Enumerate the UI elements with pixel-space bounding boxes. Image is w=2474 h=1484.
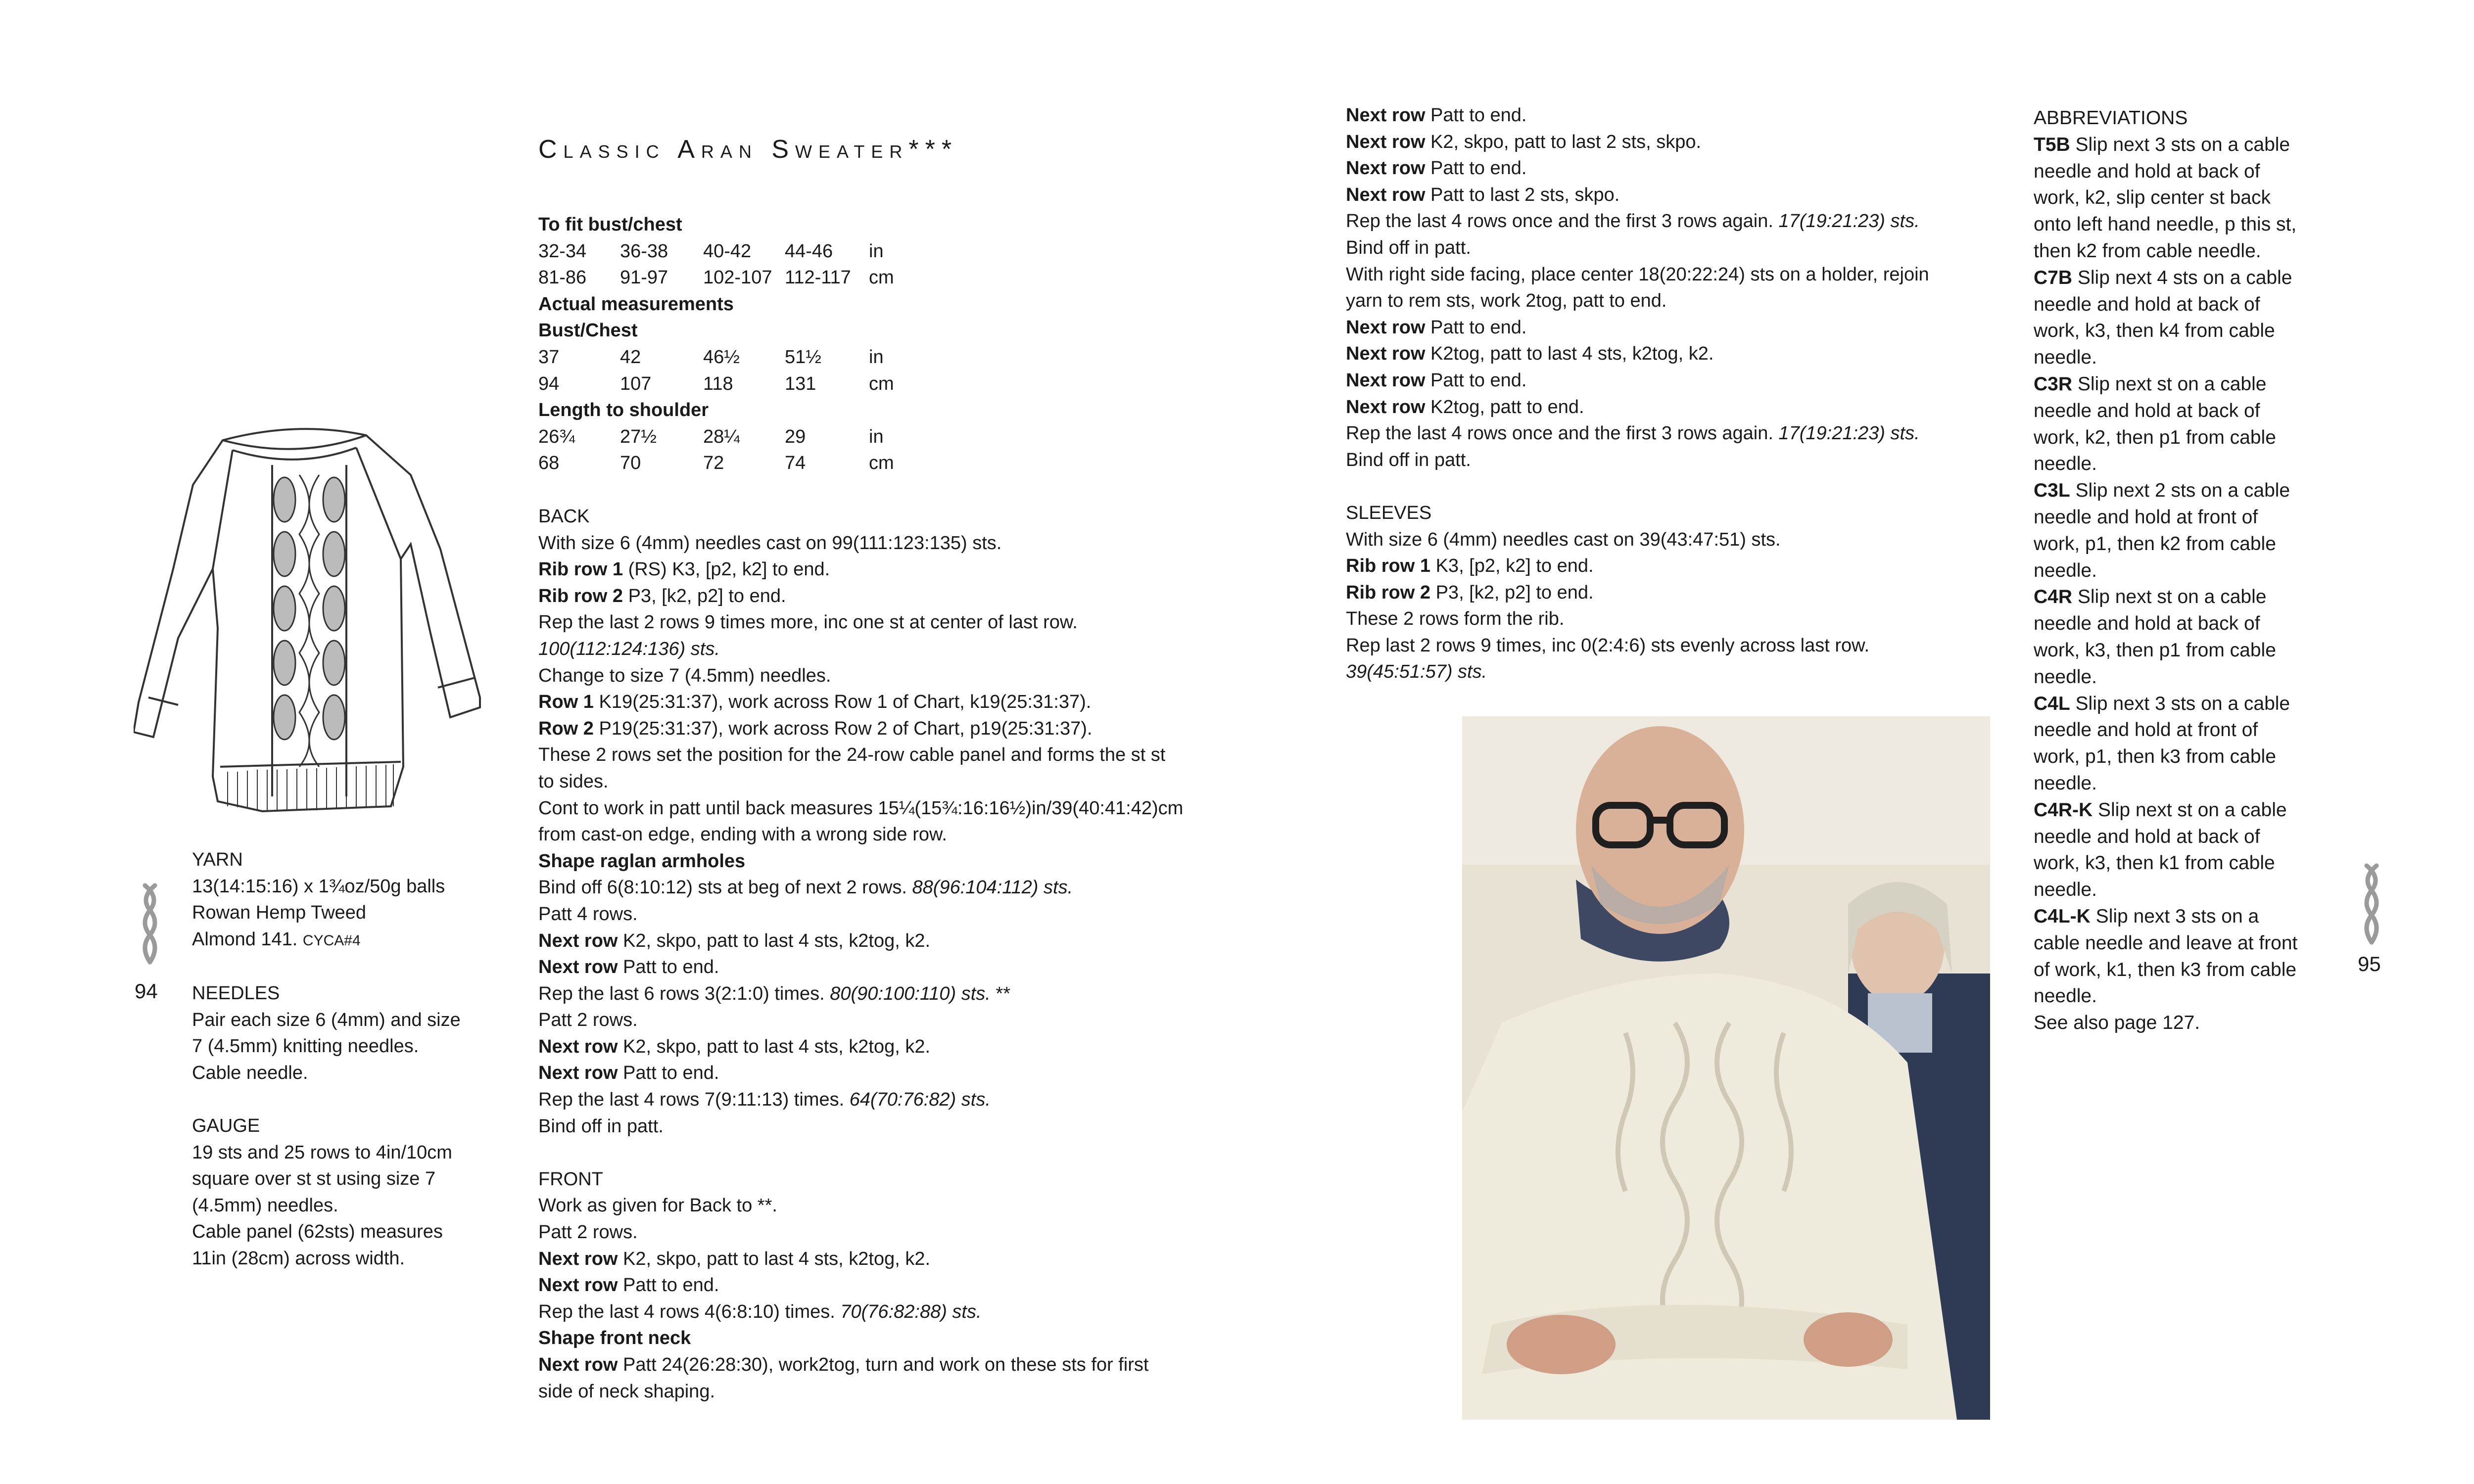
table-row	[538, 424, 894, 451]
instruction-line: Bind off in patt.	[538, 1115, 664, 1137]
table-cell: 94	[538, 373, 560, 394]
abbrev-line: needle and hold at front of	[2034, 506, 2258, 528]
table-cell: 27½	[620, 426, 657, 447]
table-row	[538, 344, 894, 371]
pattern-title: Classic Aran Sweater***	[538, 135, 958, 164]
row-text: K2, skpo, patt to last 4 sts, k2tog, k2.	[618, 1036, 931, 1057]
row-text: Rep the last 4 rows 7(9:11:13) times.	[538, 1089, 850, 1111]
photo-illustration	[1462, 716, 1990, 1420]
row-label: Row 2	[538, 718, 594, 739]
row-text: Rep the last 6 rows 3(2:1:0) times.	[538, 983, 830, 1004]
table-cell: 112-117	[785, 267, 851, 288]
gauge-line: 19 sts and 25 rows to 4in/10cm	[192, 1142, 452, 1163]
table-cell: 44-46	[785, 240, 833, 262]
table-cell: 26¾	[538, 426, 575, 447]
abbrev-term: T5B	[2034, 134, 2070, 155]
table-cell: 51½	[785, 346, 821, 368]
abbrev-line: work, k2, slip center st back	[2034, 187, 2271, 209]
table-cell: in	[869, 426, 884, 447]
gauge-line: square over st st using size 7	[192, 1168, 436, 1190]
abbrev-line: cable needle and leave at front	[2034, 932, 2298, 954]
abbreviations-heading: ABBREVIATIONS	[2034, 107, 2188, 129]
actual-heading: Actual measurements	[538, 293, 734, 315]
row-label: Next row	[538, 1036, 618, 1057]
instruction-line	[538, 1352, 1183, 1379]
spacer	[538, 1140, 1183, 1166]
instruction-line	[1346, 553, 1929, 580]
row-text: Patt to end.	[1425, 105, 1527, 126]
cable-ornament-icon	[2359, 863, 2384, 947]
table-cell: 29	[785, 426, 806, 447]
instruction-line: yarn to rem sts, work 2tog, patt to end.	[1346, 290, 1667, 312]
back-heading: BACK	[538, 506, 590, 527]
abbrev-line: needle and hold at back of	[2034, 400, 2260, 421]
abbrev-line: then k2 from cable needle.	[2034, 240, 2261, 262]
table-cell: 118	[703, 373, 733, 394]
row-text: Patt 24(26:28:30), work2tog, turn and work on these sts for first	[618, 1354, 1149, 1375]
gauge-line: (4.5mm) needles.	[192, 1195, 338, 1216]
table-cell: cm	[869, 453, 894, 474]
abbrev-line	[2034, 903, 2297, 930]
row-text: Patt to end.	[1425, 317, 1527, 338]
row-text: Patt to end.	[618, 957, 719, 978]
instruction-line: from cast-on edge, ending with a wrong side row.	[538, 824, 947, 845]
subheading: Shape front neck	[538, 1328, 691, 1349]
instruction-line: With right side facing, place center 18(20:22:24) sts on a holder, rejoin	[1346, 264, 1929, 285]
bust-table	[538, 344, 894, 397]
spacer	[192, 1086, 461, 1113]
table-row	[538, 265, 894, 291]
gauge-heading: GAUGE	[192, 1115, 260, 1136]
abbrev-line: needle.	[2034, 666, 2097, 688]
table-row	[538, 371, 894, 398]
yarn-weight: CYCA#4	[302, 932, 361, 949]
abbrev-def: Slip next 3 sts on a	[2090, 905, 2259, 927]
row-label: Next row	[1346, 158, 1426, 179]
row-text: K2tog, patt to end.	[1425, 396, 1584, 417]
row-label: Next row	[538, 1275, 618, 1296]
row-text: Patt to end.	[618, 1275, 719, 1296]
abbrev-line: needle and hold at back of	[2034, 160, 2260, 182]
abbrev-term: C3L	[2034, 480, 2070, 502]
table-cell: 42	[620, 346, 641, 368]
instruction-line	[538, 689, 1183, 716]
instruction-line: With size 6 (4mm) needles cast on 99(111:123:135) sts.	[538, 532, 1002, 554]
abbrev-line	[2034, 132, 2297, 158]
row-text: Patt to last 2 sts, skpo.	[1425, 184, 1620, 205]
instruction-line	[1346, 315, 1929, 341]
table-cell: 68	[538, 453, 560, 474]
abbrev-line: needle and hold at back of	[2034, 826, 2260, 847]
table-row	[538, 450, 894, 477]
fit-heading: To fit bust/chest	[538, 214, 682, 235]
table-cell: 36-38	[620, 240, 668, 262]
spacer	[192, 954, 461, 980]
instruction-line	[538, 1246, 1183, 1273]
row-label: Rib row 2	[538, 585, 623, 606]
abbrev-line: needle.	[2034, 985, 2097, 1007]
table-cell: 37	[538, 346, 560, 368]
gauge-line: 11in (28cm) across width.	[192, 1248, 405, 1269]
abbrev-def: Slip next st on a cable	[2072, 373, 2267, 395]
abbrev-line: onto left hand needle, p this st,	[2034, 214, 2297, 235]
instruction-line: Patt 2 rows.	[538, 1010, 638, 1031]
row-text: K19(25:31:37), work across Row 1 of Chart, k19(25:31:37).	[593, 692, 1092, 713]
instruction-line	[538, 583, 1183, 610]
row-text: Rep the last 4 rows once and the first 3 rows again.	[1346, 423, 1779, 444]
sleeves-heading: SLEEVES	[1346, 502, 1432, 523]
abbrev-line	[2034, 477, 2297, 504]
abbrev-term: C4R	[2034, 586, 2073, 608]
row-label: Next row	[1346, 396, 1426, 417]
row-label: Next row	[1346, 370, 1426, 391]
instruction-line: Patt 4 rows.	[538, 903, 638, 925]
front-continued	[1346, 102, 1929, 686]
needles-line: Cable needle.	[192, 1062, 308, 1083]
table-cell: 81-86	[538, 267, 587, 288]
subheading: Shape raglan armholes	[538, 850, 746, 872]
row-label: Rib row 2	[1346, 582, 1431, 603]
needles-line: 7 (4.5mm) knitting needles.	[192, 1036, 419, 1057]
row-label: Rib row 1	[1346, 556, 1431, 577]
row-text: P3, [k2, p2] to end.	[1430, 582, 1594, 603]
instruction-line	[1346, 102, 1929, 129]
table-cell: in	[869, 346, 884, 368]
spacer	[1346, 473, 1929, 500]
instruction-line	[538, 1272, 1183, 1299]
abbrev-def: Slip next st on a cable	[2093, 799, 2287, 821]
abbrev-line: needle.	[2034, 772, 2097, 794]
row-text: Rep the last 4 rows once and the first 3 rows again.	[1346, 211, 1779, 232]
abbrev-line: needle.	[2034, 453, 2097, 475]
row-text: Patt to end.	[618, 1063, 719, 1084]
table-cell: 107	[620, 373, 652, 394]
stitch-count: 64(70:76:82) sts.	[849, 1089, 991, 1111]
bust-heading: Bust/Chest	[538, 320, 638, 341]
abbrev-term: C3R	[2034, 373, 2073, 395]
row-text: K2tog, patt to last 4 sts, k2tog, k2.	[1425, 343, 1714, 365]
table-cell: 32-34	[538, 240, 587, 262]
table-cell: 46½	[703, 346, 740, 368]
yarn-line: 13(14:15:16) x 1¾oz/50g balls	[192, 876, 445, 897]
stitch-count: 80(90:100:110) sts.	[830, 983, 991, 1004]
row-text: K2, skpo, patt to last 2 sts, skpo.	[1425, 131, 1702, 152]
page-number-right: 95	[2358, 952, 2381, 975]
yarn-line	[192, 927, 461, 954]
abbrev-term: C4L	[2034, 693, 2070, 714]
instruction-line: Bind off in patt.	[1346, 237, 1471, 258]
instruction-line	[1346, 208, 1929, 235]
row-text: (RS) K3, [p2, k2] to end.	[623, 559, 830, 580]
table-cell: 91-97	[620, 267, 668, 288]
instruction-line	[538, 981, 1183, 1008]
stitch-count: 39(45:51:57) sts.	[1346, 661, 1487, 683]
row-text: Patt to end.	[1425, 370, 1527, 391]
abbrev-line: work, p1, then k2 from cable	[2034, 533, 2276, 555]
abbrev-line: of work, k1, then k3 from cable	[2034, 959, 2297, 980]
row-label: Next row	[538, 957, 618, 978]
back-instructions	[538, 504, 1183, 1405]
needles-line: Pair each size 6 (4mm) and size	[192, 1009, 461, 1030]
table-cell: 28¼	[703, 426, 740, 447]
table-cell: in	[869, 240, 884, 262]
length-heading: Length to shoulder	[538, 400, 709, 421]
instruction-line	[538, 1060, 1183, 1087]
instruction-line: Bind off in patt.	[1346, 449, 1471, 470]
table-cell: 72	[703, 453, 724, 474]
model-photo	[1462, 716, 1990, 1420]
row-label: Next row	[1346, 343, 1426, 365]
instruction-line	[538, 1299, 1183, 1326]
instruction-line	[538, 928, 1183, 955]
row-text: K3, [p2, k2] to end.	[1430, 556, 1594, 577]
instruction-line: Work as given for Back to **.	[538, 1195, 777, 1216]
abbrev-line	[2034, 371, 2297, 398]
table-row	[538, 238, 894, 265]
abbrev-def: Slip next 4 sts on a cable	[2072, 267, 2292, 288]
needles-heading: NEEDLES	[192, 982, 280, 1004]
instruction-line	[1346, 580, 1929, 606]
instruction-line: Patt 2 rows.	[538, 1222, 638, 1243]
instruction-line	[538, 1034, 1183, 1061]
row-label: Next row	[538, 1063, 618, 1084]
instruction-line	[538, 1087, 1183, 1113]
table-cell: 40-42	[703, 240, 752, 262]
instruction-line	[538, 875, 1183, 901]
instruction-line: to sides.	[538, 771, 609, 792]
stitch-count: 17(19:21:23) sts.	[1778, 423, 1920, 444]
table-cell: 70	[620, 453, 641, 474]
row-text: P19(25:31:37), work across Row 2 of Chart, p19(25:31:37).	[593, 718, 1093, 739]
cable-ornament-icon	[138, 883, 162, 967]
row-label: Next row	[1346, 105, 1426, 126]
abbrev-def: Slip next 3 sts on a cable	[2070, 693, 2290, 714]
row-text: Bind off 6(8:10:12) sts at beg of next 2 rows.	[538, 877, 912, 898]
yarn-heading: YARN	[192, 849, 243, 870]
instruction-line	[1346, 129, 1929, 156]
abbrev-line: needle.	[2034, 559, 2097, 581]
row-label: Row 1	[538, 692, 594, 713]
instruction-line	[538, 954, 1183, 981]
row-text: K2, skpo, patt to last 4 sts, k2tog, k2.	[618, 1248, 931, 1269]
row-text: K2, skpo, patt to last 4 sts, k2tog, k2.	[618, 930, 931, 951]
see-also-text: See also page 127.	[2034, 1012, 2200, 1034]
abbrev-def: Slip next st on a cable	[2072, 586, 2267, 608]
row-text: Patt to end.	[1425, 158, 1527, 179]
instruction-line: Cont to work in patt until back measures 15¼(15¾:16:16½)in/39(40:41:42)cm	[538, 797, 1184, 819]
stitch-count: 100(112:124:136) sts.	[538, 638, 720, 659]
abbreviations-block	[2034, 105, 2297, 1036]
front-heading: FRONT	[538, 1168, 603, 1190]
row-text: P3, [k2, p2] to end.	[623, 585, 786, 606]
instruction-line	[538, 556, 1183, 583]
instruction-line: These 2 rows set the position for the 24-row cable panel and forms the st st	[538, 744, 1166, 766]
abbrev-line: needle and hold at front of	[2034, 719, 2258, 741]
stitch-count: 17(19:21:23) sts.	[1778, 211, 1920, 232]
abbrev-line: work, k3, then k1 from cable	[2034, 852, 2275, 874]
instruction-line	[1346, 420, 1929, 447]
abbrev-term: C7B	[2034, 267, 2073, 288]
abbrev-line	[2034, 584, 2297, 610]
table-cell: cm	[869, 373, 894, 394]
abbrev-line: work, k3, then p1 from cable	[2034, 639, 2276, 661]
sweater-sketch	[134, 420, 490, 836]
instruction-line	[1346, 394, 1929, 421]
abbrev-line: needle and hold at back of	[2034, 613, 2260, 635]
instruction-line: These 2 rows form the rib.	[1346, 608, 1565, 630]
abbrev-line: needle and hold at back of	[2034, 293, 2260, 315]
row-label: Next row	[1346, 131, 1426, 152]
sizes-block	[538, 212, 894, 477]
instruction-line	[538, 716, 1183, 742]
materials-block	[192, 847, 461, 1272]
stitch-count: 88(96:104:112) sts.	[912, 877, 1073, 898]
abbrev-line: work, k2, then p1 from cable	[2034, 426, 2276, 448]
table-cell: 74	[785, 453, 806, 474]
abbrev-line: work, k3, then k4 from cable	[2034, 320, 2275, 342]
length-table	[538, 424, 894, 477]
row-label: Next row	[538, 1248, 618, 1269]
row-label: Next row	[538, 930, 618, 951]
yarn-line: Rowan Hemp Tweed	[192, 902, 367, 924]
abbrev-term: C4R-K	[2034, 799, 2093, 821]
instruction-line: Rep the last 2 rows 9 times more, inc one st at center of last row.	[538, 612, 1078, 633]
abbrev-line	[2034, 797, 2297, 824]
row-label: Rib row 1	[538, 559, 623, 580]
fit-table	[538, 238, 894, 291]
row-label: Next row	[1346, 184, 1426, 205]
row-label: Next row	[1346, 317, 1426, 338]
abbrev-line: needle.	[2034, 347, 2097, 369]
table-cell: cm	[869, 267, 894, 288]
abbrev-def: Slip next 2 sts on a cable	[2070, 480, 2290, 502]
row-text: Rep the last 4 rows 4(6:8:10) times.	[538, 1301, 841, 1322]
abbrev-line	[2034, 691, 2297, 717]
table-cell: 102-107	[703, 267, 772, 288]
table-cell: 131	[785, 373, 816, 394]
instruction-line	[1346, 341, 1929, 368]
page-number-left: 94	[135, 979, 158, 1003]
instruction-line: With size 6 (4mm) needles cast on 39(43:47:51) sts.	[1346, 529, 1781, 550]
gauge-line: Cable panel (62sts) measures	[192, 1221, 443, 1243]
abbrev-line	[2034, 265, 2297, 291]
abbrev-line: needle.	[2034, 879, 2097, 901]
instruction-line: Change to size 7 (4.5mm) needles.	[538, 665, 831, 686]
abbrev-line: work, p1, then k3 from cable	[2034, 746, 2276, 768]
yarn-color: Almond 141.	[192, 928, 303, 950]
instruction-line: side of neck shaping.	[538, 1381, 715, 1402]
abbrev-def: Slip next 3 sts on a cable	[2070, 134, 2290, 155]
row-text: **	[990, 983, 1011, 1004]
row-label: Next row	[538, 1354, 618, 1375]
stitch-count: 70(76:82:88) sts.	[840, 1301, 982, 1322]
instruction-line	[1346, 155, 1929, 182]
instruction-line	[1346, 182, 1929, 209]
instruction-line: Rep last 2 rows 9 times, inc 0(2:4:6) sts evenly across last row.	[1346, 635, 1870, 656]
instruction-line	[1346, 368, 1929, 394]
abbrev-term: C4L-K	[2034, 905, 2091, 927]
